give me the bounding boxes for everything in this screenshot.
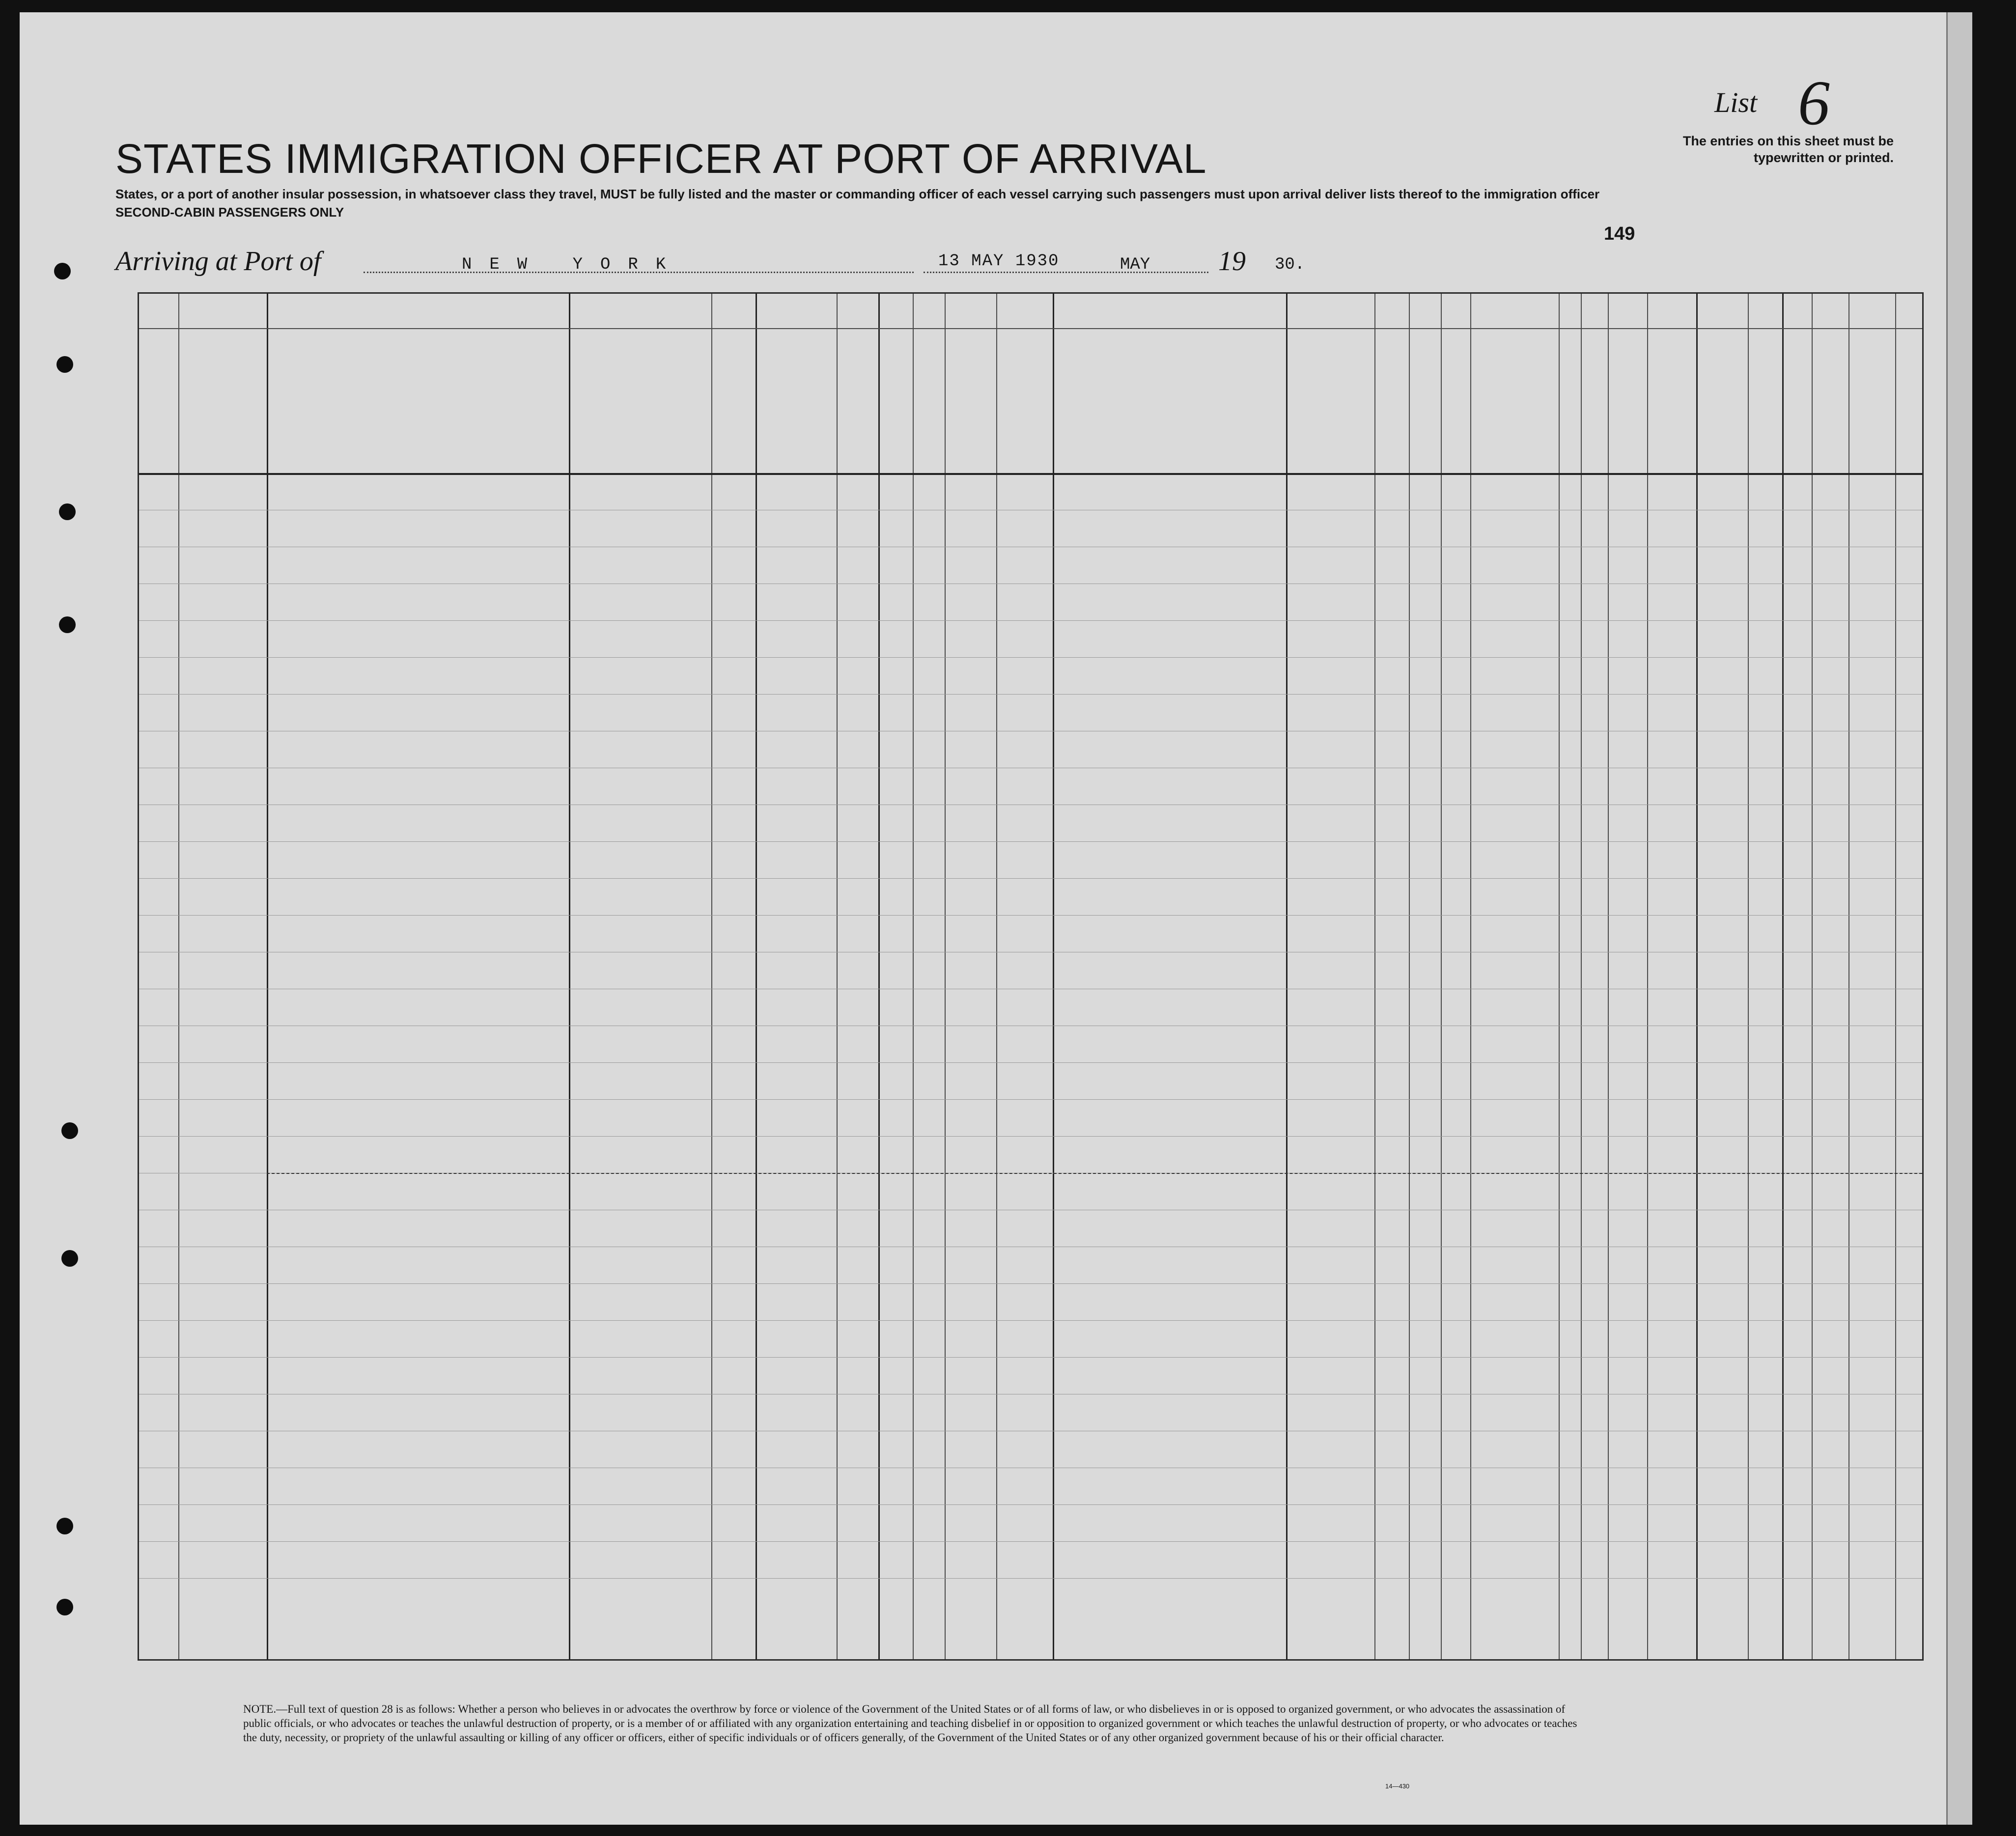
list-note: The entries on this sheet must be typewritten or printed.	[1682, 134, 1894, 165]
row-divider	[139, 841, 1922, 842]
column-header-polygamist	[1475, 333, 1487, 466]
arrival-date-stamp: 13 MAY 1930	[938, 252, 1060, 271]
column-divider	[1053, 294, 1054, 1659]
binding-hole	[59, 503, 76, 520]
column-header-feet	[1748, 414, 1763, 463]
column-divider	[945, 294, 946, 1659]
column-divider	[1470, 294, 1471, 1659]
column-divider	[1409, 294, 1410, 1659]
row-divider	[139, 1541, 1922, 1542]
column-divider	[837, 294, 838, 1659]
column-header-prison	[1443, 333, 1463, 466]
row-divider	[139, 1136, 1922, 1137]
port-name: NEW YORK	[462, 255, 684, 274]
column-divider	[1647, 294, 1648, 1659]
row-divider	[139, 657, 1922, 658]
column-divider	[711, 294, 712, 1659]
column-divider	[1748, 294, 1749, 1659]
torn-edge	[1946, 12, 1972, 1825]
column-header-purpose-citizen	[1411, 348, 1426, 468]
row-divider	[139, 694, 1922, 695]
column-divider	[1608, 294, 1609, 1659]
row-divider	[139, 1283, 1922, 1284]
notice-text: States, or a port of another insular possession, in whatsoever class they travel, MUST be fully listed and the master or commanding officer of each vessel carrying such passengers must upon arrival deliver lists thereof to the immigration officer	[115, 187, 1600, 201]
column-divider	[1696, 294, 1698, 1659]
list-label: List	[1714, 86, 1758, 118]
footnote: NOTE.—Full text of question 28 is as follows: Whether a person who believes in or advocates the overthrow by force or violence of the Government of the United States or of all forms of law, or who disbelieves in or is opposed to organized government, or who advocates the assassination of public officials, or who advocates or teaches the unlawful destruction of property, or is a member of or affiliated with any organization entertaining and teaching disbelief in or opposition to organized government or which teaches the unlawful destruction of property, or who advocates or teaches the duty, necessity, or propriety of the unlawful assaulting or killing of any officer or officers, either of specific individuals or of officers generally, of the Government of the United States or of any other organized government because of his or their official character.	[243, 1703, 1577, 1744]
arrival-year: 30.	[1275, 255, 1305, 274]
binding-hole	[61, 1250, 78, 1267]
column-header-ticket	[716, 338, 746, 466]
column-divider	[1441, 294, 1442, 1659]
header-divider	[139, 473, 1922, 475]
column-divider	[756, 294, 757, 1659]
header-divider	[139, 328, 1922, 329]
column-divider	[878, 294, 880, 1659]
binding-hole	[59, 616, 76, 633]
column-divider	[1374, 294, 1375, 1659]
date-line	[924, 272, 1208, 273]
column-header-q29	[1583, 333, 1605, 466]
column-divider	[1848, 294, 1849, 1659]
row-divider	[139, 1062, 1922, 1063]
row-divider	[267, 1173, 1922, 1174]
list-number: 6	[1798, 68, 1830, 139]
column-divider	[569, 294, 570, 1659]
column-divider	[178, 294, 179, 1659]
column-divider	[996, 294, 997, 1659]
column-divider	[1286, 294, 1288, 1659]
row-divider	[139, 1504, 1922, 1505]
arriving-label: Arriving at Port of	[115, 246, 321, 277]
column-divider	[1559, 294, 1560, 1659]
column-divider	[267, 294, 268, 1659]
row-divider	[139, 620, 1922, 621]
manifest-table	[138, 292, 1924, 1661]
column-header-purpose-length	[1377, 348, 1392, 468]
column-divider	[1895, 294, 1896, 1659]
column-divider	[913, 294, 914, 1659]
column-divider	[1581, 294, 1582, 1659]
form-number: 14—430	[1385, 1782, 1410, 1790]
row-divider	[139, 1099, 1922, 1100]
binding-hole	[56, 356, 73, 373]
column-divider	[1812, 294, 1813, 1659]
column-header-deported	[1615, 333, 1637, 466]
page-number: 149	[1604, 223, 1635, 244]
arrival-month: MAY	[1120, 255, 1150, 274]
column-header-purpose-return	[1288, 348, 1303, 468]
row-divider	[139, 915, 1922, 916]
row-divider	[139, 1357, 1922, 1358]
binding-hole	[61, 1122, 78, 1139]
column-header-money	[840, 338, 870, 466]
row-divider	[139, 878, 1922, 879]
binding-hole	[56, 1599, 73, 1615]
manifest-sheet	[20, 12, 1972, 1825]
page-title: STATES IMMIGRATION OFFICER AT PORT OF ARRIVAL	[115, 136, 1207, 182]
column-header-anarchist	[1512, 333, 1524, 466]
column-header-q28	[1561, 333, 1580, 466]
row-divider	[139, 1320, 1922, 1321]
column-divider	[1782, 294, 1784, 1659]
column-header-inches	[1765, 414, 1780, 463]
year-prefix: 19	[1218, 246, 1246, 277]
subnotice-text: SECOND-CABIN PASSENGERS ONLY	[115, 205, 344, 220]
row-divider	[139, 1578, 1922, 1579]
binding-hole	[54, 263, 71, 279]
binding-hole	[56, 1518, 73, 1534]
